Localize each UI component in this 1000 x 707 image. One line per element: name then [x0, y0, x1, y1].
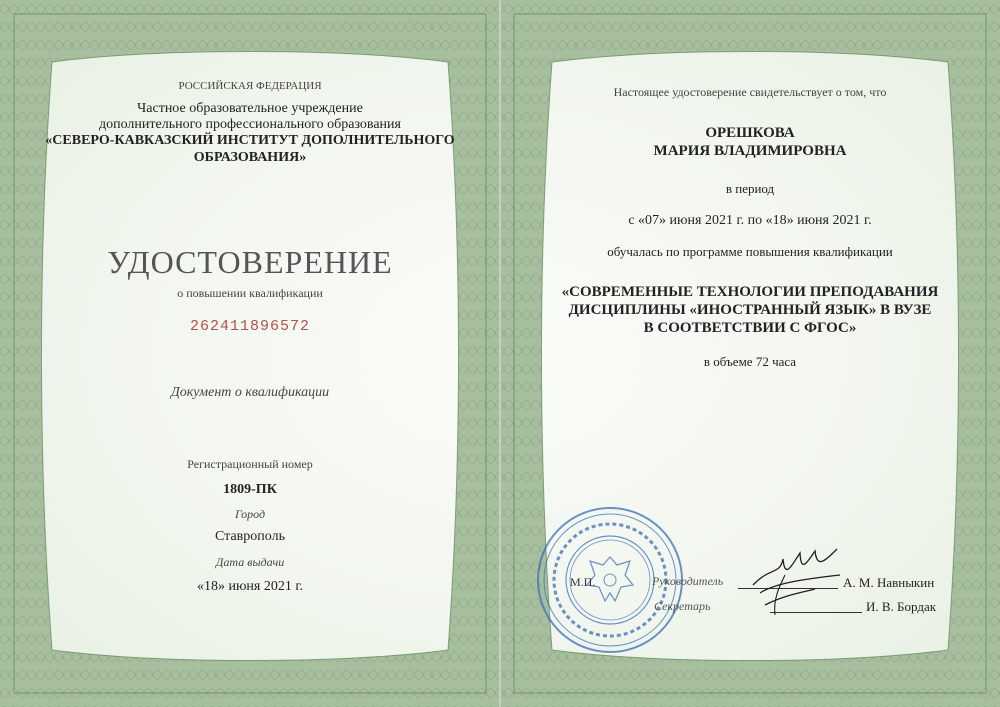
serial-number: 262411896572: [189, 318, 311, 335]
issue-date-label: Дата выдачи: [215, 555, 285, 569]
program-name-line-2: ДИСЦИПЛИНЫ «ИНОСТРАННЫЙ ЯЗЫК» В ВУЗЕ: [568, 302, 932, 318]
document-title: УДОСТОВЕРЕНИЕ: [107, 244, 393, 280]
program-volume: в объеме 72 часа: [703, 354, 797, 369]
secretary-label: Секретарь: [654, 599, 711, 613]
city-label: Город: [234, 507, 266, 521]
institution-line-1: Частное образовательное учреждение: [137, 101, 363, 116]
period-dates: с «07» июня 2021 г. по «18» июня 2021 г.: [628, 213, 872, 228]
intro-text: Настоящее удостоверение свидетельствует о том, что: [613, 85, 887, 99]
institution-name-line-1: «СЕВЕРО-КАВКАЗСКИЙ ИНСТИТУТ ДОПОЛНИТЕЛЬНОГО: [45, 133, 455, 148]
document-subtitle: о повышении квалификации: [177, 286, 323, 300]
registration-label: Регистрационный номер: [187, 457, 313, 471]
secretary-name: И. В. Бордак: [866, 599, 937, 614]
country-label: РОССИЙСКАЯ ФЕДЕРАЦИЯ: [178, 80, 322, 92]
head-name: А. М. Навныкин: [843, 575, 935, 590]
program-intro: обучалась по программе повышения квалификации: [607, 244, 893, 259]
document-type: Документ о квалификации: [170, 385, 330, 400]
institution-line-2: дополнительного профессионального образования: [99, 117, 401, 132]
institution-name-line-2: ОБРАЗОВАНИЯ»: [193, 150, 307, 165]
handwritten-signature: [745, 545, 855, 620]
program-name-line-1: «СОВРЕМЕННЫЕ ТЕХНОЛОГИИ ПРЕПОДАВАНИЯ: [561, 284, 939, 300]
stamp-placeholder: М.П.: [570, 575, 596, 589]
city-value: Ставрополь: [215, 529, 285, 544]
registration-number: 1809-ПК: [223, 482, 277, 497]
recipient-given-names: МАРИЯ ВЛАДИМИРОВНА: [653, 143, 847, 159]
issue-date: «18» июня 2021 г.: [196, 579, 304, 594]
program-name-line-3: В СООТВЕТСТВИИ С ФГОС»: [643, 320, 857, 336]
recipient-surname: ОРЕШКОВА: [705, 125, 795, 141]
period-label: в период: [725, 181, 775, 196]
head-label: Руководитель: [652, 574, 724, 588]
